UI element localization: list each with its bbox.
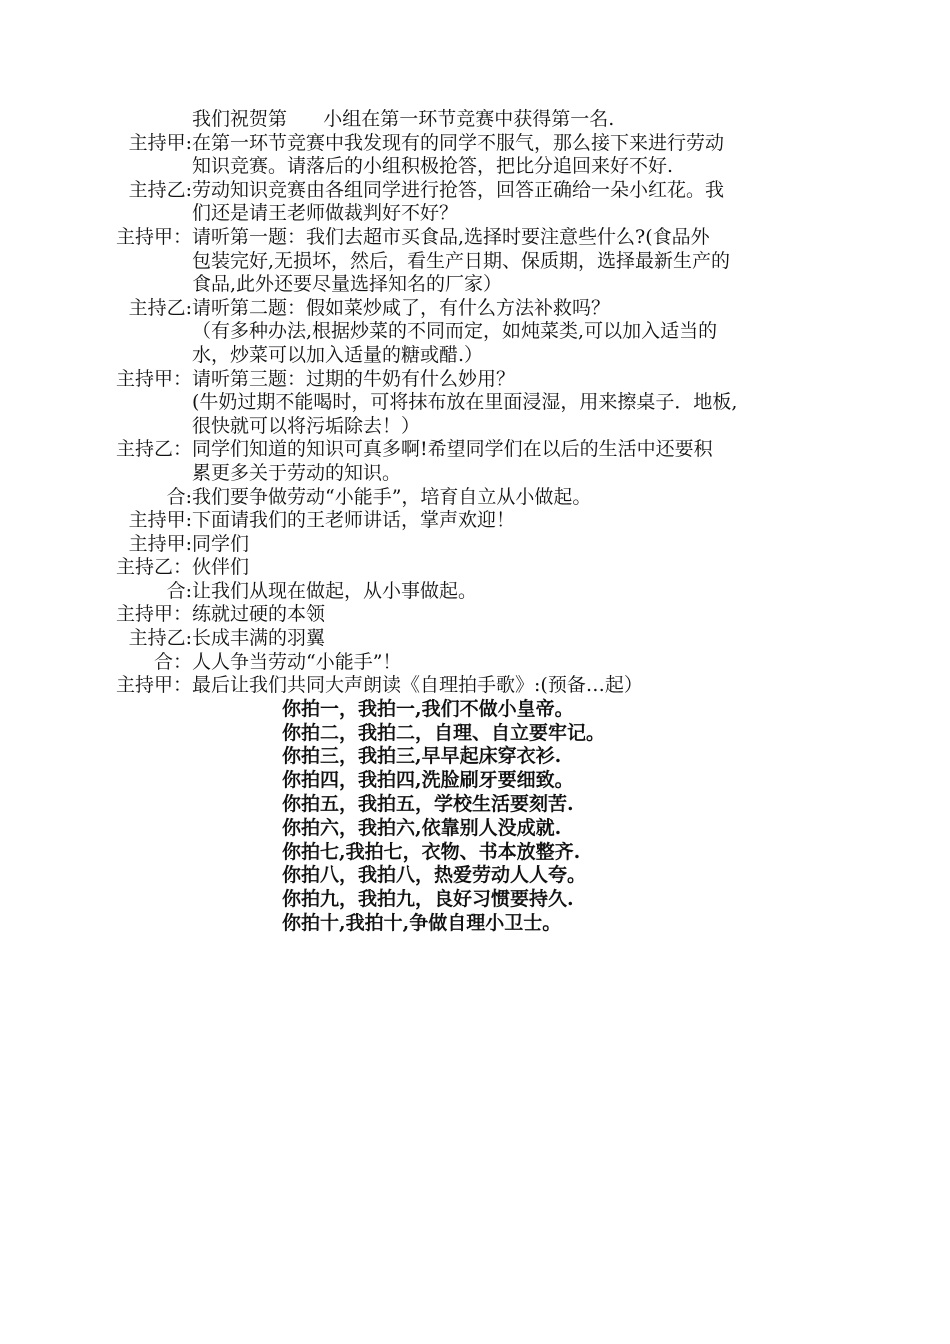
dialogue-text [192,580,847,604]
dialogue-text [192,438,847,485]
text-line: 下面请我们的王老师讲话，掌声欢迎！ [192,509,516,532]
dialogue-line [0,533,950,557]
dialogue-text [192,556,847,580]
speaker-label: 主持乙: [128,296,192,319]
dialogue-line [0,674,950,698]
text-line: 请听第三题：过期的牛奶有什么妙用？ [192,367,516,390]
song-line: 你拍一，我拍一,我们不做小皇帝。 [282,697,574,720]
speaker-label [0,108,192,132]
speaker-label: 主持甲： [115,603,192,626]
speaker-label: 主持甲: [128,509,192,532]
speaker-label: 主持乙: [128,178,192,201]
dialogue-text [192,603,847,627]
dialogue-line [0,651,950,675]
dialogue-line [0,297,950,368]
dialogue-text [192,651,847,675]
song-line: 你拍十,我拍十,争做自理小卫士。 [282,912,562,935]
dialogue-line [0,226,950,297]
speaker-label: 主持乙： [115,556,192,579]
dialogue-line [0,556,950,580]
text-line: 我们要争做劳动“小能手”，培育自立从小做起。 [192,485,592,508]
dialogue-text [192,627,847,651]
song-line: 你拍七,我拍七，衣物、书本放整齐. [282,840,581,863]
text-line: 伙伴们 [192,556,250,579]
text-line: 食品,此外还要尽量选择知名的厂家） [192,273,503,296]
dialogue-line [0,486,950,510]
dialogue-line [0,603,950,627]
dialogue-text [192,226,847,297]
song-line: 你拍二，我拍二，自理、自立要牢记。 [282,721,606,744]
dialogue-line [0,509,950,533]
text-line: 同学们 [192,532,250,555]
speaker-label: 主持甲: [128,532,192,555]
dialogue-text [192,297,847,368]
dialogue-line [0,179,950,226]
dialogue-line [0,627,950,651]
dialogue-line [0,368,950,439]
text-line: 们还是请王老师做裁判好不好？ [192,202,459,225]
song-line: 你拍四，我拍四,洗脸刷牙要细致。 [282,769,574,792]
text-line: 在第一环节竞赛中我发现有的同学不服气，那么接下来进行劳动 [192,131,725,154]
text-line: (牛奶过期不能喝时，可将抹布放在里面浸湿，用来擦桌子．地板, [192,391,738,414]
document-body [0,108,950,936]
text-line: 人人争当劳动“小能手”！ [192,650,402,673]
clapping-song [282,698,950,936]
song-line: 你拍三，我拍三,早早起床穿衣衫. [282,745,562,768]
text-line: 同学们知道的知识可真多啊!希望同学们在以后的生活中还要积 [192,438,713,461]
dialogue-text [192,674,847,698]
speaker-label: 合: [166,485,192,508]
dialogue-line [0,438,950,485]
text-line: 我们祝贺第 小组在第一环节竞赛中获得第一名. [192,108,615,130]
speaker-label: 主持甲： [115,225,192,248]
dialogue-text [192,533,847,557]
speaker-label: 合: [166,579,192,602]
song-line: 你拍九，我拍九，良好习惯要持久. [282,888,574,911]
text-line: 长成丰满的羽翼 [192,627,326,650]
dialogue-line [0,132,950,179]
dialogue-text [192,486,847,510]
text-line: 请听第二题：假如菜炒咸了，有什么方法补救吗？ [192,296,611,319]
text-line: （有多种办法,根据炒菜的不同而定，如炖菜类,可以加入适当的 [192,320,718,343]
dialogue-line [0,580,950,604]
dialogue-text [192,132,847,179]
speaker-label: 主持甲： [115,367,192,390]
dialogue-text [192,179,847,226]
song-line: 你拍五，我拍五，学校生活要刻苦. [282,793,574,816]
speaker-label: 主持甲： [115,674,192,697]
text-line: 水，炒菜可以加入适量的糖或醋.） [192,343,484,366]
text-line: 练就过硬的本领 [192,603,326,626]
song-line: 你拍八，我拍八，热爱劳动人人夸。 [282,864,587,887]
text-line: 让我们从现在做起，从小事做起。 [192,579,478,602]
text-line: 很快就可以将污垢除去！） [192,414,421,437]
text-line: 包装完好,无损坏，然后，看生产日期、保质期，选择最新生产的 [192,249,731,272]
text-line: 累更多关于劳动的知识。 [192,461,402,484]
speaker-label: 主持甲: [128,131,192,154]
song-line: 你拍六，我拍六,依靠别人没成就. [282,816,562,839]
speaker-label: 主持乙： [115,438,192,461]
text-line: 最后让我们共同大声朗读《自理拍手歌》:(预备…起） [192,674,643,697]
text-line: 请听第一题：我们去超市买食品,选择时要注意些什么?(食品外 [192,225,710,248]
text-line: 知识竞赛。请落后的小组积极抢答，把比分追回来好不好. [192,155,674,178]
text-line: 劳动知识竞赛由各组同学进行抢答，回答正确给一朵小红花。我 [192,178,725,201]
dialogue-line [0,108,950,132]
dialogue-script [0,108,950,698]
dialogue-text [192,108,847,132]
speaker-label: 合： [153,650,192,673]
dialogue-text [192,368,847,439]
speaker-label: 主持乙: [128,627,192,650]
dialogue-text [192,509,847,533]
